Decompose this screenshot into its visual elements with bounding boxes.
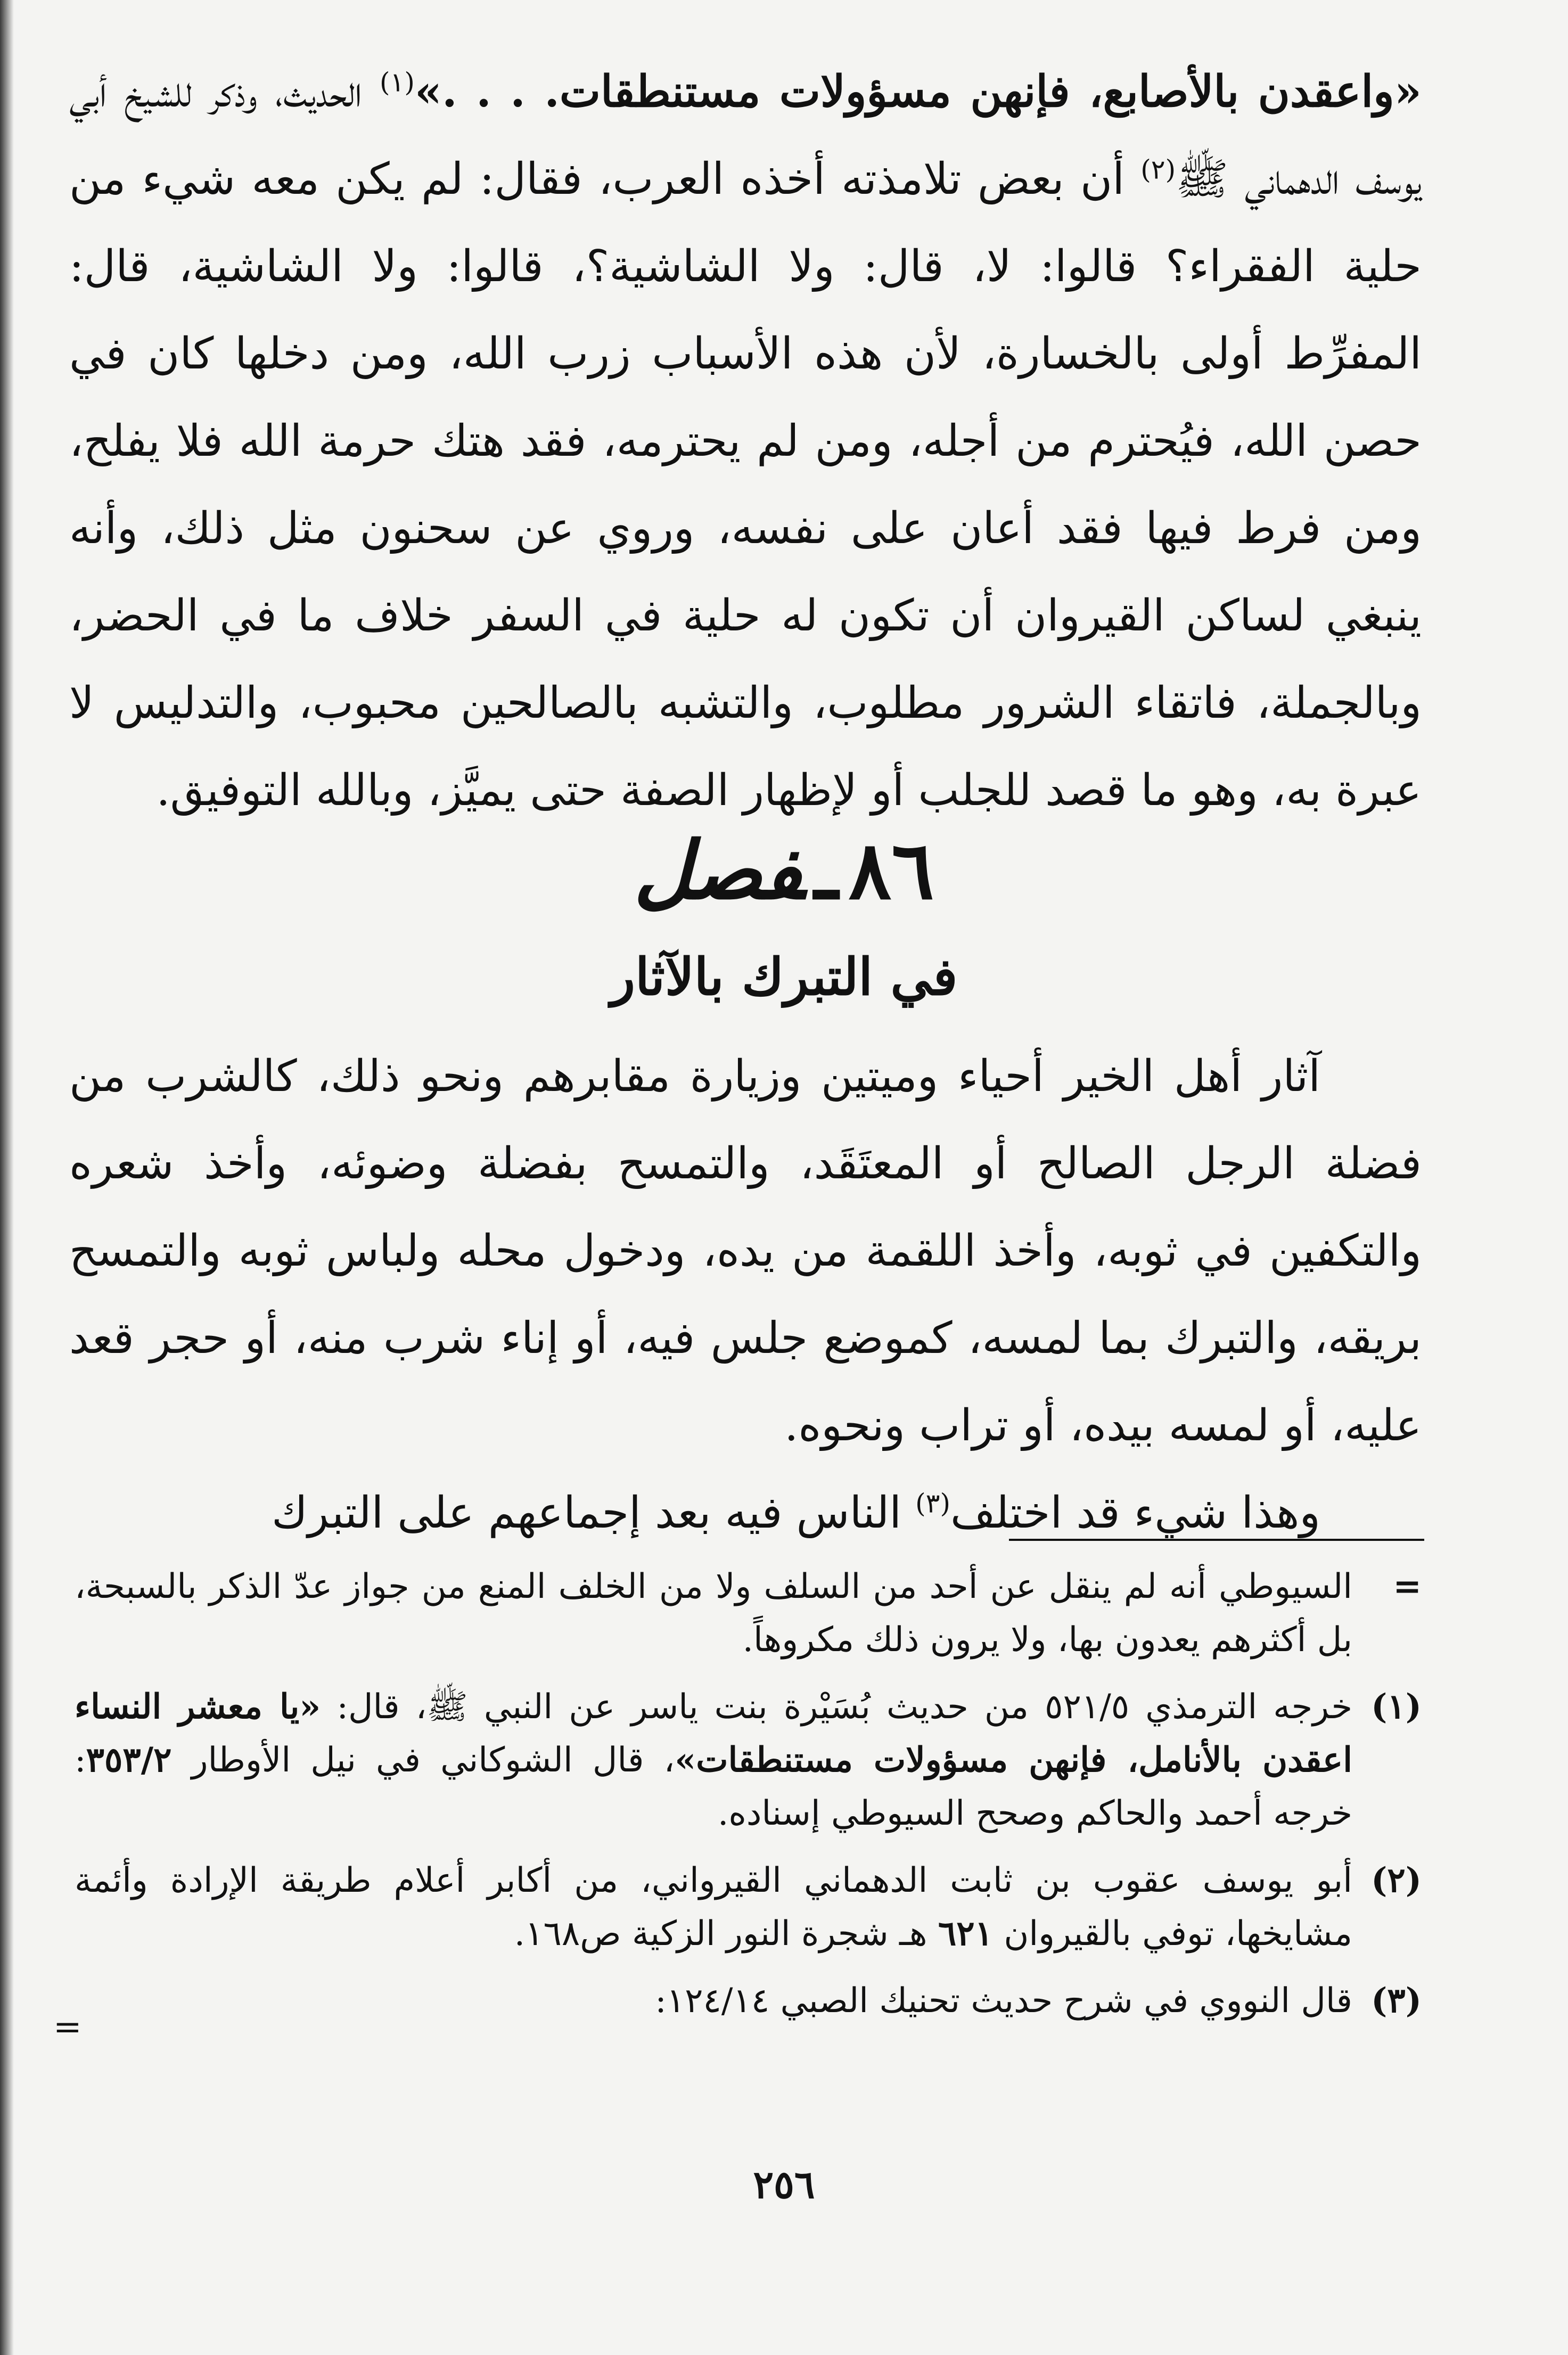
footnote-bold-year: ٦٢١ bbox=[938, 1914, 993, 1954]
footnote-ref-1: (١) bbox=[380, 67, 415, 98]
main-paragraph-2 bbox=[69, 1470, 1422, 1557]
top-paragraph-text-cont: أن بعض تلامذته أخذه العرب، فقال: لم يكن معه شيء من حلية الفقراء؟ قالوا: لا، قال: ولا الشاشية؟، قالوا: ولا الشاشية، قال: المفرِّط أولى بالخسارة، لأن هذه الأسباب زرب الله، ومن دخلها كان في حصن الله، فيُحترم من أجله، ومن لم يحترمه، فقد هتك حرمة الله فلا يفلح، ومن فرط فيها فقد أعان على نفسه، وروي عن سحنون مثل ذلك، وأنه ينبغي لساكن القيروان أن تكون له حلية في السفر خلاف ما في الحضر، وبالجملة، فاتقاء الشرور مطلوب، والتشبه بالصالحين محبوب، والتدليس لا عبرة به، وهو ما قصد للجلب أو لإظهار الصفة حتى يميَّز، وبالله التوفيق. bbox=[69, 154, 1422, 816]
footnote-3 bbox=[75, 1974, 1422, 2028]
footnote-2 bbox=[75, 1854, 1422, 1960]
footnote-marker: (١) bbox=[1371, 1687, 1422, 1727]
footnote-text: : خرجه أحمد والحاكم وصحح السيوطي إسناده. bbox=[75, 1741, 1352, 1833]
top-body-text bbox=[69, 48, 1422, 834]
footnote-separator bbox=[1009, 1539, 1424, 1541]
footnote-1 bbox=[75, 1680, 1422, 1840]
footnote-ref-2: (٢) bbox=[1140, 154, 1176, 185]
footnote-bold-ref: ٣٥٣/٢ bbox=[86, 1740, 172, 1780]
page-number: ٢٥٦ bbox=[753, 2162, 815, 2207]
footnote-text: السيوطي أنه لم ينقل عن أحد من السلف ولا من الخلف المنع من جواز عدّ الذكر بالسبحة، بل أكثرهم يعدون بها، ولا يرون ذلك مكروهاً. bbox=[75, 1567, 1352, 1660]
main-paragraph-2-b: الناس فيه بعد إجماعهم على التبرك bbox=[272, 1488, 916, 1538]
footnote-text: خرجه الترمذي ٥٢١/٥ من حديث بُسَيْرة بنت ياسر عن النبي ﷺ، قال: bbox=[321, 1687, 1353, 1727]
section-title: في التبرك بالآثار bbox=[610, 947, 958, 1007]
chapter-dash: ـ bbox=[814, 824, 838, 917]
footnote-continue-mark: = bbox=[53, 2007, 82, 2047]
footnote-marker: (٣) bbox=[1371, 1981, 1422, 2021]
hadith-quote: «واعقدن بالأصابع، فإنهن مسؤولات مستنطقات. . . .» bbox=[414, 66, 1422, 117]
footnote-text: ، قال الشوكاني في نيل الأوطار bbox=[171, 1741, 675, 1780]
page-edge-shadow bbox=[0, 0, 14, 2355]
top-paragraph-text: الحديث، وذكر للشيخ أبي يوسف الدهماني ﷺ bbox=[69, 67, 1422, 204]
top-paragraph bbox=[69, 48, 1422, 834]
footnote-text: أبو يوسف عقوب بن ثابت الدهماني القيرواني، من أكابر أعلام طريقة الإرادة وأئمة مشايخها، توفي بالقيروان bbox=[75, 1861, 1352, 1954]
footnote-marker: = bbox=[1393, 1566, 1422, 1606]
main-body-text bbox=[69, 1033, 1422, 1557]
chapter-word: فصل bbox=[634, 824, 804, 917]
footnote-bold-quote: «يا معشر النساء اعقدن بالأنامل، فإنهن مسؤولات مستنطقات» bbox=[75, 1687, 1353, 1780]
footnotes bbox=[75, 1560, 1422, 2041]
footnote-text: هـ شجرة النور الزكية ص١٦٨. bbox=[514, 1914, 938, 1954]
main-paragraph-2-a: وهذا شيء قد اختلف bbox=[950, 1488, 1320, 1538]
footnote-ref-3: (٣) bbox=[915, 1488, 951, 1519]
footnote-marker: (٢) bbox=[1371, 1860, 1422, 1900]
chapter-number: ٨٦ bbox=[848, 824, 934, 917]
main-paragraph-1: آثار أهل الخير أحياء وميتين وزيارة مقابرهم ونحو ذلك، كالشرب من فضلة الرجل الصالح أو المعتَقَد، والتمسح بفضلة وضوئه، وأخذ شعره والتكفين في ثوبه، وأخذ اللقمة من يده، ودخول محله ولباس ثوبه والتمسح بريقه، والتبرك بما لمسه، كموضع جلس فيه، أو إناء شرب منه، أو حجر قعد عليه، أو لمسه بيده، أو تراب ونحوه. bbox=[69, 1051, 1422, 1451]
chapter-heading bbox=[0, 817, 1568, 924]
footnote-continued bbox=[75, 1560, 1422, 1667]
footnote-text: قال النووي في شرح حديث تحنيك الصبي ١٢٤/١٤: bbox=[655, 1981, 1352, 2021]
